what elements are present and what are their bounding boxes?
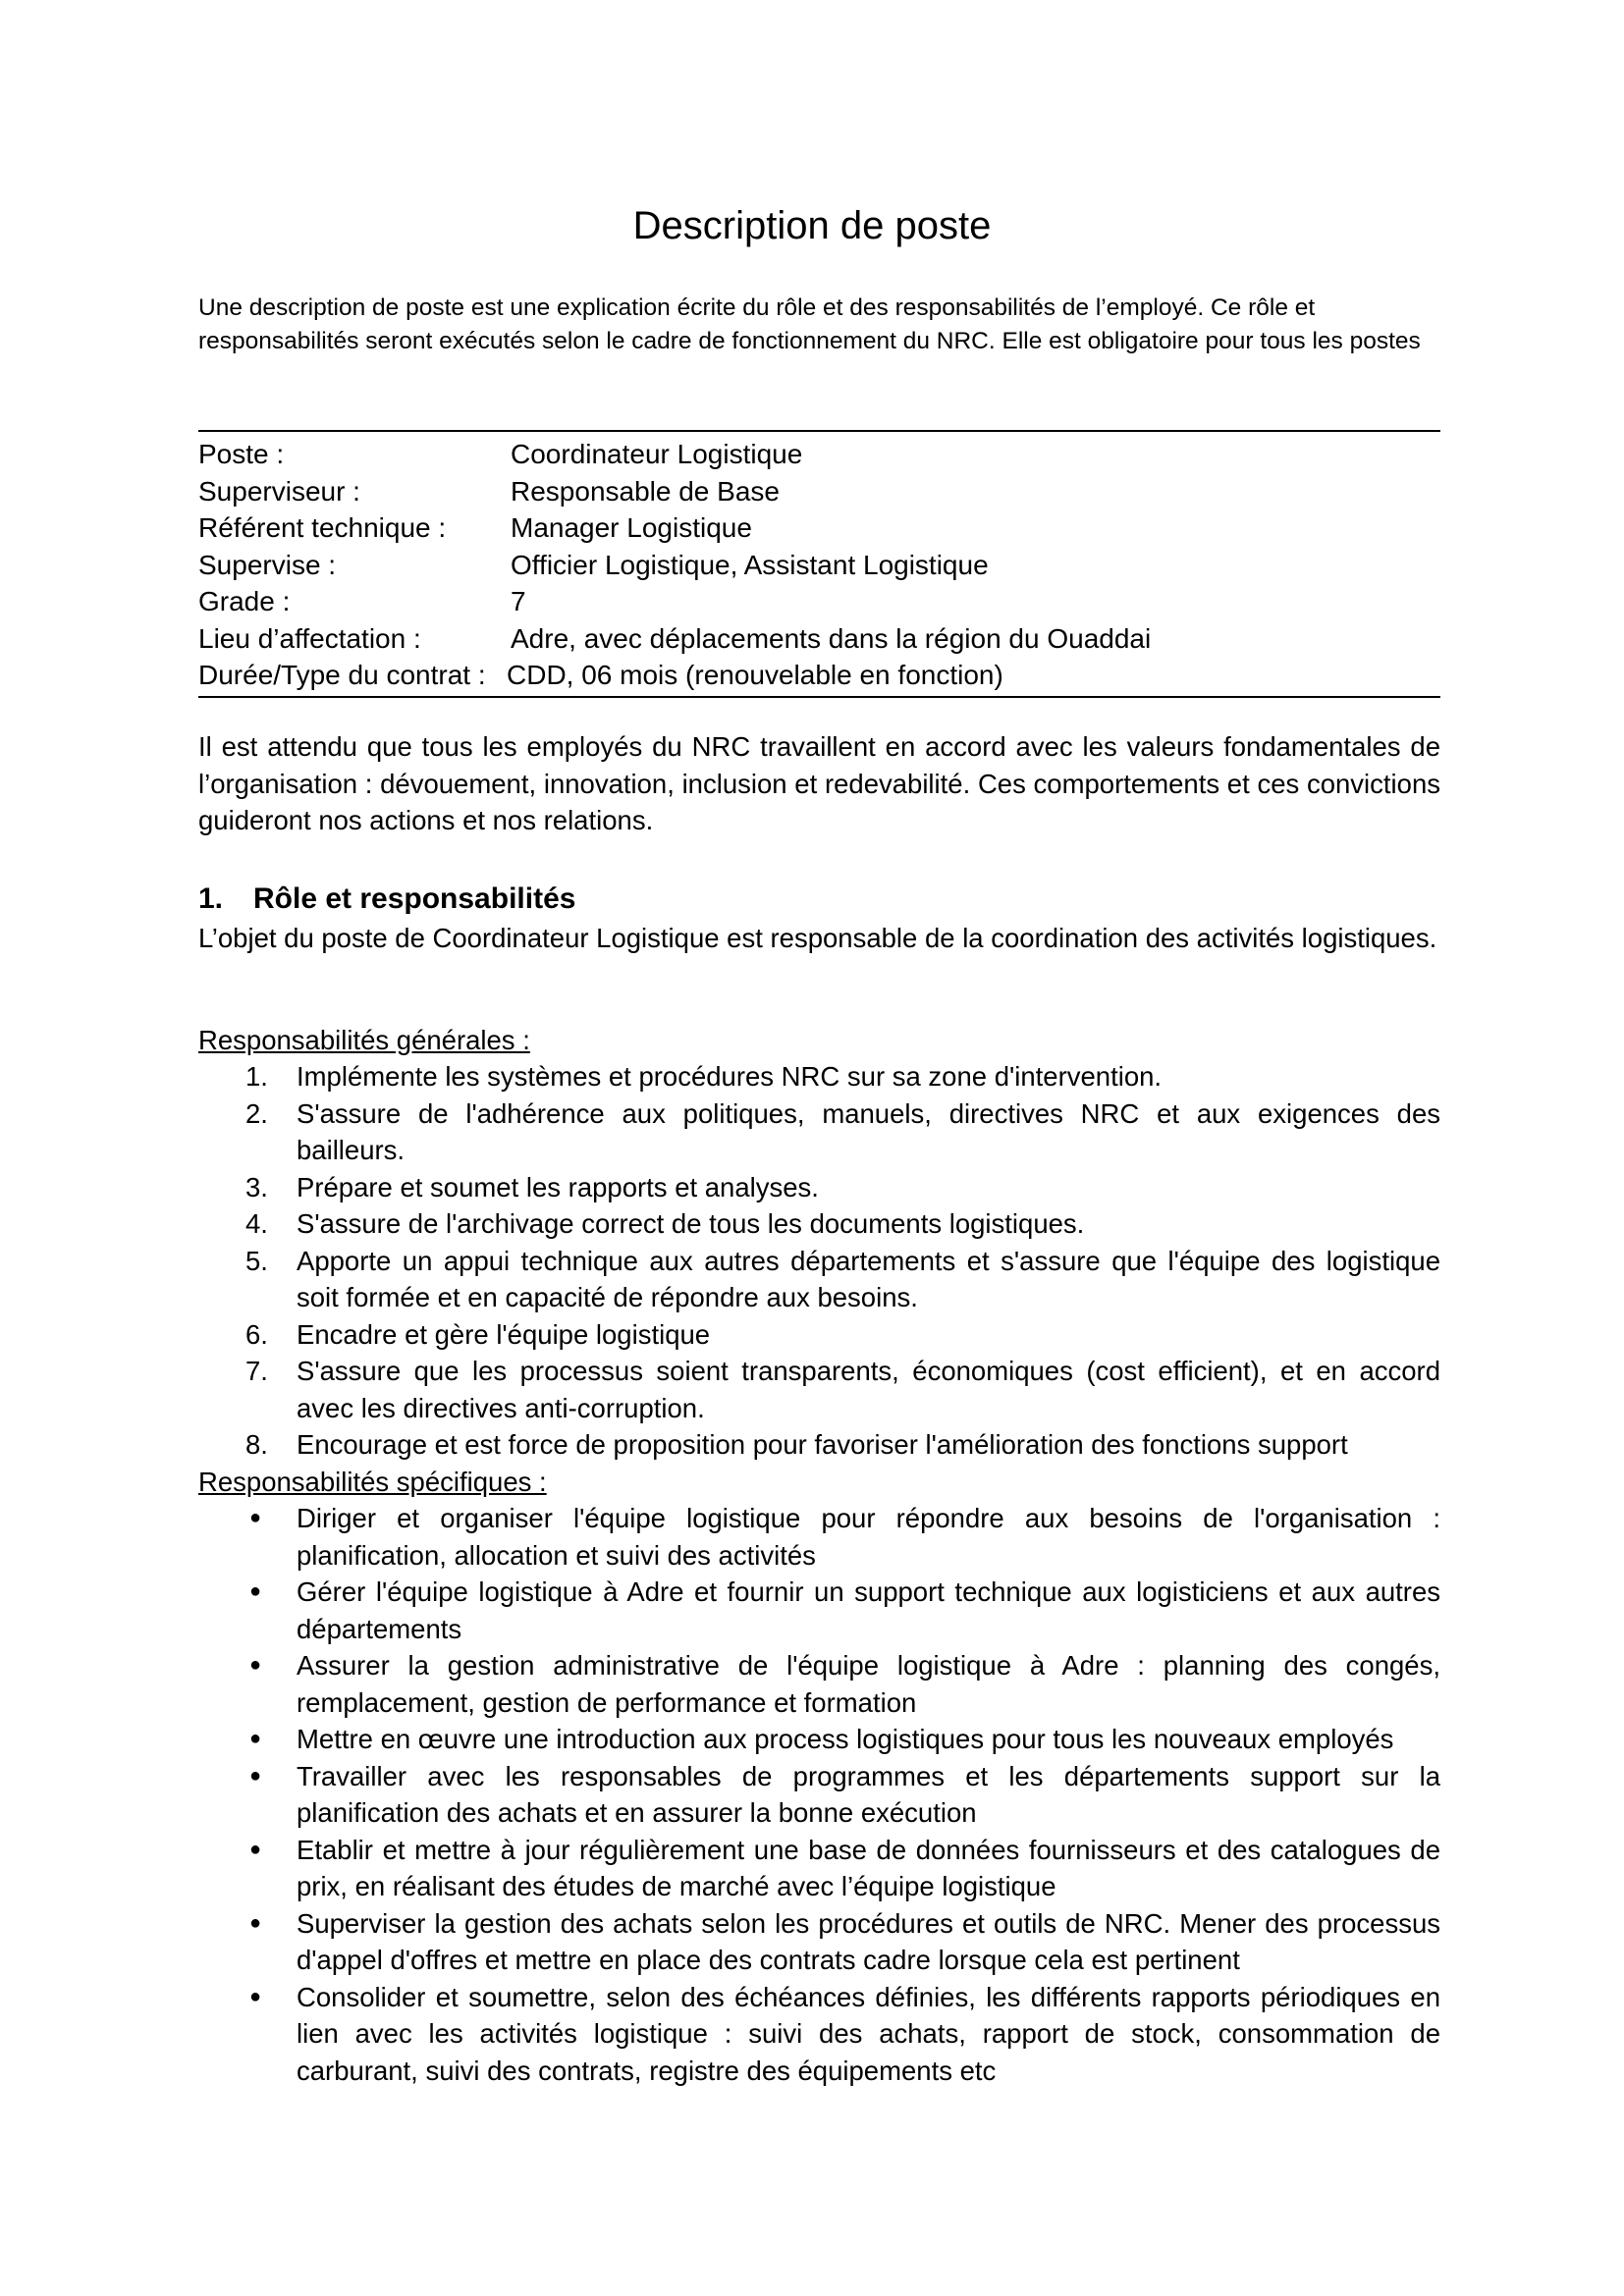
info-label: Référent technique :: [198, 512, 447, 543]
list-number: 1.: [245, 1061, 268, 1092]
section-number: 1.: [198, 882, 224, 915]
list-item: [198, 1979, 1440, 2090]
info-value: 7: [511, 586, 526, 616]
list-number: 2.: [245, 1097, 268, 1129]
list-item-text: Etablir et mettre à jour régulièrement une base de données fournisseurs et des catalogues de prix, en réalisant des études de marché avec l’équipe logistique: [297, 1834, 1440, 1901]
list-item: [198, 1316, 1440, 1354]
bullet-icon: ●: [249, 1838, 262, 1860]
list-item: [198, 1574, 1440, 1647]
list-item-text: S'assure de l'archivage correct de tous les documents logistiques.: [297, 1208, 1085, 1239]
list-item: [198, 1353, 1440, 1426]
document-title: Description de poste: [632, 204, 992, 247]
list-item: [198, 1243, 1440, 1316]
list-item-text: Encourage et est force de proposition pour favoriser l'amélioration des fonctions support: [297, 1429, 1348, 1460]
info-value: Adre, avec déplacements dans la région du Ouaddai: [511, 622, 1152, 654]
info-value: CDD, 06 mois (renouvelable en fonction): [507, 660, 1003, 690]
general-responsibilities-list: [198, 1058, 1440, 1464]
general-responsibilities-heading: Responsabilités générales :: [198, 1025, 530, 1055]
list-item-text: Prépare et soumet les rapports et analyses.: [297, 1171, 819, 1202]
intro-paragraph: Une description de poste est une explication écrite du rôle et des responsabilités de l’employé. Ce rôle et responsabilités seront exécutés selon le cadre de fonctionnement du NRC. Elle est obligatoire pour tous les postes: [198, 294, 1421, 354]
info-label: Superviseur :: [198, 475, 360, 507]
info-row-lieu: [198, 620, 1440, 658]
info-label: Durée/Type du contrat :: [198, 660, 486, 690]
info-value: Officier Logistique, Assistant Logistique: [511, 549, 989, 580]
bullet-icon: ●: [249, 1985, 262, 2007]
list-item: [198, 1058, 1440, 1095]
list-number: 8.: [245, 1429, 268, 1460]
list-item-text: Assurer la gestion administrative de l'équipe logistique à Adre : planning des congés, remplacement, gestion de performance et formation: [297, 1650, 1440, 1718]
info-label: Supervise :: [198, 549, 337, 580]
info-row-contrat: [198, 657, 1440, 694]
section-title: Rôle et responsabilités: [253, 882, 576, 915]
list-item-text: Apporte un appui technique aux autres départements et s'assure que l'équipe des logistique soit formée et en capacité de répondre aux besoins.: [297, 1245, 1440, 1312]
list-item-text: Implémente les systèmes et procédures NRC sur sa zone d'intervention.: [297, 1061, 1163, 1092]
info-value: Manager Logistique: [511, 512, 752, 543]
bullet-icon: ●: [249, 1764, 262, 1787]
list-item: [198, 1426, 1440, 1464]
list-item: [198, 1905, 1440, 1979]
list-item-text: Encadre et gère l'équipe logistique: [297, 1318, 711, 1350]
info-label: Lieu d’affectation :: [198, 622, 421, 654]
info-label: Grade :: [198, 586, 291, 616]
specific-responsibilities-list: [198, 1500, 1440, 2089]
bullet-icon: ●: [249, 1654, 262, 1676]
info-row-poste: [198, 436, 1440, 473]
info-label: Poste :: [198, 439, 285, 469]
info-value: Responsable de Base: [511, 475, 780, 507]
list-item: [198, 1500, 1440, 1574]
list-item-text: S'assure de l'adhérence aux politiques, manuels, directives NRC et aux exigences des bailleurs.: [297, 1097, 1440, 1165]
list-item-text: Gérer l'équipe logistique à Adre et fournir un support technique aux logisticiens et aux autres départements: [297, 1576, 1440, 1644]
section-heading: [198, 880, 575, 919]
values-paragraph: Il est attendu que tous les employés du NRC travaillent en accord avec les valeurs fondamentales de l’organisation : dévouement, innovation, inclusion et redevabilité. Ces comportements et ces convictions guideront nos actions et nos relations.: [198, 731, 1440, 835]
list-item-text: Diriger et organiser l'équipe logistique pour répondre aux besoins de l'organisation : planification, allocation et suivi des activités: [297, 1503, 1440, 1571]
list-number: 5.: [245, 1245, 268, 1276]
specific-responsibilities-heading: Responsabilités spécifiques :: [198, 1467, 547, 1497]
list-item: [198, 1205, 1440, 1243]
bullet-icon: ●: [249, 1507, 262, 1528]
list-item: [198, 1095, 1440, 1169]
list-item: [198, 1721, 1440, 1758]
bullet-icon: ●: [249, 1911, 262, 1934]
list-number: 4.: [245, 1208, 268, 1239]
list-item-text: S'assure que les processus soient transparents, économiques (cost efficient), et en accord avec les directives anti-corruption.: [297, 1356, 1440, 1423]
info-row-superviseur: [198, 473, 1440, 510]
list-item-text: Superviser la gestion des achats selon les procédures et outils de NRC. Mener des processus d'appel d'offres et mettre en place des contrats cadre lorsque cela est pertinent: [297, 1907, 1440, 1975]
list-number: 6.: [245, 1318, 268, 1350]
list-number: 7.: [245, 1356, 268, 1386]
info-row-supervise: [198, 547, 1440, 584]
bullet-icon: ●: [249, 1728, 262, 1749]
bullet-icon: ●: [249, 1580, 262, 1602]
info-row-referent: [198, 509, 1440, 547]
list-item: [198, 1647, 1440, 1721]
job-info-table: [198, 430, 1440, 698]
list-item: [198, 1169, 1440, 1206]
list-item: [198, 1758, 1440, 1832]
role-paragraph: L’objet du poste de Coordinateur Logistique est responsable de la coordination des activités logistiques.: [198, 923, 1437, 953]
info-row-grade: [198, 583, 1440, 620]
list-item-text: Consolider et soumettre, selon des échéances définies, les différents rapports périodiques en lien avec les activités logistique : suivi des achats, rapport de stock, consommation de carburant, suivi des contrats, registre des équipements etc: [297, 1981, 1440, 2086]
list-item-text: Mettre en œuvre une introduction aux process logistiques pour tous les nouveaux employés: [297, 1724, 1394, 1754]
list-number: 3.: [245, 1171, 268, 1202]
info-value: Coordinateur Logistique: [511, 439, 803, 469]
list-item-text: Travailler avec les responsables de programmes et les départements support sur la planification des achats et en assurer la bonne exécution: [297, 1760, 1440, 1828]
list-item: [198, 1832, 1440, 1905]
